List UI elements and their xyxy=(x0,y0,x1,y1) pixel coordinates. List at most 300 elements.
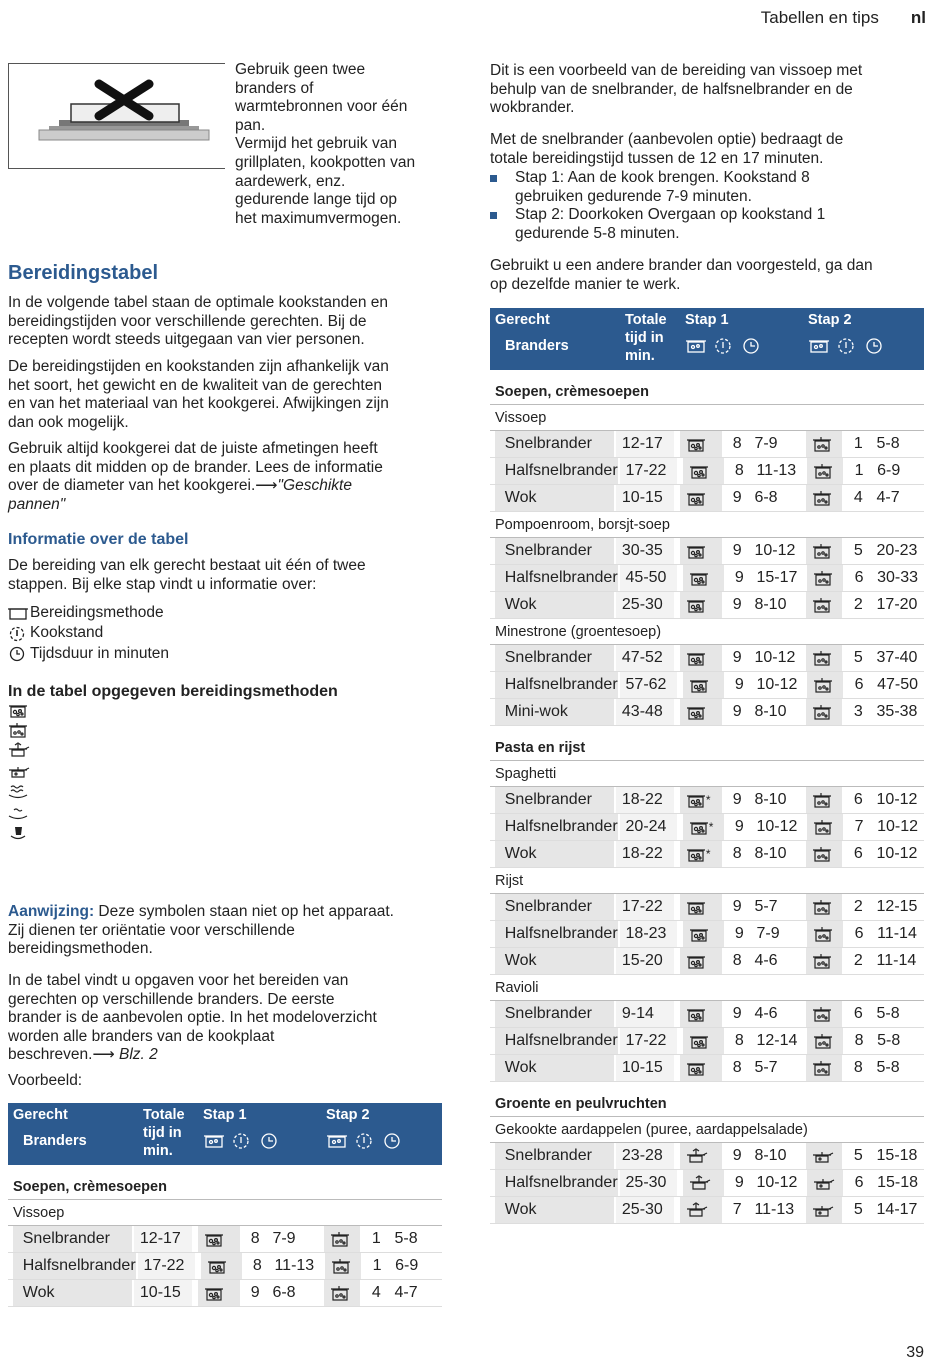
step2-time-cell: 10-12 xyxy=(877,818,919,835)
step2-method-icon xyxy=(813,463,835,480)
table-row xyxy=(490,645,924,672)
bullet-icon xyxy=(490,175,497,182)
step1-time-cell: 7-9 xyxy=(756,925,780,942)
step1-method-icon xyxy=(686,1202,708,1219)
text-line: het soort, het gewicht en de kwaliteit van de gerechten xyxy=(8,376,382,394)
text-line: bereidingstijden voor verschillende gerechten. Bij de xyxy=(8,312,367,330)
two-burners-crossed-icon xyxy=(9,64,225,168)
text-line: Gebruik geen twee xyxy=(235,61,366,78)
table-subsection: Pompoenroom, borsjt-soep xyxy=(490,512,924,538)
info-title: Informatie over de tabel xyxy=(8,531,189,548)
total-time-cell: 23-28 xyxy=(616,1143,674,1169)
burner-cell: Wok xyxy=(495,485,614,511)
step2-method-icon xyxy=(330,1285,352,1302)
step1-method-icon xyxy=(689,1033,711,1050)
variation-paragraph xyxy=(8,358,448,432)
step1-method-icon xyxy=(689,819,711,836)
step1-method-icon xyxy=(204,1285,226,1302)
header-stap1: Stap 1 xyxy=(203,1107,247,1123)
step2-time-cell: 14-17 xyxy=(876,1201,918,1218)
step2-method-icon xyxy=(331,1258,353,1275)
step2-time-cell: 5-8 xyxy=(876,1059,900,1076)
text-line: gerechten op verschillende branders. De eerste xyxy=(8,990,335,1008)
burner-cell: Halfsnelbrander xyxy=(13,1253,136,1279)
step2-time-cell: 35-38 xyxy=(876,703,918,720)
other-burner-paragraph xyxy=(490,257,930,294)
table-row xyxy=(490,1170,924,1197)
page-title: Bereidingstabel xyxy=(8,262,159,284)
step1-level-cell: 8 xyxy=(734,462,744,479)
step2-time-cell: 17-20 xyxy=(876,596,918,613)
step2-level-cell: 6 xyxy=(853,1005,863,1022)
step1-time-cell: 10-12 xyxy=(754,649,796,666)
burners-paragraph xyxy=(8,972,448,1065)
step1-method-icon xyxy=(204,1231,226,1248)
step1-method-icon xyxy=(686,650,708,667)
step1-level-cell: 8 xyxy=(732,952,742,969)
burner-cell: Snelbrander xyxy=(495,1143,614,1169)
info-list xyxy=(8,603,169,664)
melt-icon xyxy=(8,824,30,841)
step1-time-cell: 4-6 xyxy=(754,952,778,969)
table-row xyxy=(8,1253,442,1280)
step2-method-icon xyxy=(813,1033,835,1050)
text-line: Vermijd het gebruik van xyxy=(235,135,397,153)
step1-level-cell: 8 xyxy=(732,435,742,452)
table-subsection: Spaghetti xyxy=(490,761,924,787)
step2-method-icon xyxy=(812,1202,834,1219)
table-row xyxy=(490,592,924,619)
step2-method-icon xyxy=(812,846,834,863)
pot-icon xyxy=(8,605,28,621)
step1-level-cell: 9 xyxy=(734,569,744,586)
text-line: Gebruikt u een andere brander dan voorgesteld, ga dan xyxy=(490,257,873,274)
step2-level-cell: 4 xyxy=(853,489,863,506)
step2-level-cell: 1 xyxy=(371,1230,381,1247)
step2-level-cell: 1 xyxy=(854,462,864,479)
step2-time-cell: 4-7 xyxy=(394,1284,418,1301)
step-icons xyxy=(326,1130,402,1150)
text-line: gebruiken gedurende 7-9 minuten. xyxy=(515,187,752,205)
cooking-table xyxy=(490,308,924,1224)
table-header xyxy=(490,308,924,370)
step2-time-cell: 6-9 xyxy=(877,462,901,479)
text-line: stappen. Bij elke stap vindt u informatie over: xyxy=(8,575,317,593)
total-time-cell: 17-22 xyxy=(620,1028,678,1054)
step1-level-cell: 9 xyxy=(732,596,742,613)
text-line: recepten wordt steeds uitgegaan van vier personen. xyxy=(8,331,365,349)
text-line: gedurende 5-8 minuten. xyxy=(515,224,680,242)
step1-level-cell: 9 xyxy=(734,925,744,942)
burner-cell: Snelbrander xyxy=(495,538,614,564)
table-row xyxy=(490,1197,924,1224)
step1-level-cell: 9 xyxy=(734,676,744,693)
burner-cell: Wok xyxy=(495,592,614,618)
table-section: Pasta en rijst xyxy=(490,726,924,761)
burner-cell: Wok xyxy=(13,1280,132,1306)
bullet-step-2 xyxy=(490,206,930,243)
header-stap2: Stap 2 xyxy=(808,312,852,328)
step2-method-icon xyxy=(812,792,834,809)
total-time-cell: 18-22 xyxy=(616,841,674,867)
text-line: en van het materiaal van het kookgerei. Afwijkingen zijn xyxy=(8,395,389,413)
step1-method-icon xyxy=(689,570,711,587)
text-line: behulp van de snelbrander, de halfsnelbrander en de xyxy=(490,80,853,98)
step2-method-icon xyxy=(812,1060,834,1077)
page-header xyxy=(761,8,926,28)
methods-list xyxy=(8,700,52,884)
table-row xyxy=(490,814,924,841)
step1-method-icon xyxy=(686,899,708,916)
step1-level-cell: 8 xyxy=(732,845,742,862)
table-row xyxy=(8,1280,442,1307)
step-icons xyxy=(808,335,884,355)
total-time-cell: 15-20 xyxy=(616,948,674,974)
step1-method-icon xyxy=(686,597,708,614)
step2-level-cell: 6 xyxy=(853,845,863,862)
step1-method-icon xyxy=(686,704,708,721)
step1-level-cell: 9 xyxy=(250,1284,260,1301)
step2-time-cell: 37-40 xyxy=(876,649,918,666)
text-line: aardewerk, enz. xyxy=(235,172,346,190)
step2-level-cell: 3 xyxy=(853,703,863,720)
clock-icon xyxy=(8,646,28,662)
total-time-cell: 17-22 xyxy=(138,1253,196,1279)
step2-level-cell: 2 xyxy=(853,898,863,915)
total-time-cell: 47-52 xyxy=(616,645,674,671)
step2-method-icon xyxy=(812,704,834,721)
step1-level-cell: 9 xyxy=(732,1005,742,1022)
table-row xyxy=(490,1001,924,1028)
total-time-cell: 43-48 xyxy=(616,699,674,725)
table-section: Soepen, crèmesoepen xyxy=(8,1165,442,1200)
table-row xyxy=(490,485,924,512)
step2-time-cell: 47-50 xyxy=(877,676,919,693)
info-item-level: Kookstand xyxy=(30,624,104,642)
info-paragraph xyxy=(8,557,448,594)
step1-time-cell: 6-8 xyxy=(272,1284,296,1301)
step2-time-cell: 4-7 xyxy=(876,489,900,506)
table-row xyxy=(490,1055,924,1082)
step2-level-cell: 5 xyxy=(853,1147,863,1164)
table-subsection: Rijst xyxy=(490,868,924,894)
step2-method-icon xyxy=(812,1006,834,1023)
step2-level-cell: 2 xyxy=(853,596,863,613)
step2-time-cell: 5-8 xyxy=(876,435,900,452)
text-line: In de tabel vindt u opgaven voor het bereiden van xyxy=(8,972,349,989)
step1-method-icon xyxy=(686,490,708,507)
step1-method-icon xyxy=(686,953,708,970)
step2-level-cell: 7 xyxy=(854,818,864,835)
step2-method-icon xyxy=(812,650,834,667)
method-item xyxy=(8,863,52,883)
arrow-icon: ⟶ xyxy=(92,1046,119,1064)
step1-level-cell: 8 xyxy=(250,1230,260,1247)
step2-level-cell: 6 xyxy=(854,569,864,586)
step2-level-cell: 1 xyxy=(853,435,863,452)
burner-cell: Mini-wok xyxy=(495,699,614,725)
step2-level-cell: 5 xyxy=(853,1201,863,1218)
example-table xyxy=(8,1103,442,1307)
total-time-cell: 45-50 xyxy=(620,565,678,591)
text-line: Stap 1: Aan de kook brengen. Kookstand 8 xyxy=(515,169,810,186)
burner-cell: Wok xyxy=(495,948,614,974)
text-line: totale bereidingstijd tussen de 12 en 17 minuten. xyxy=(490,149,824,167)
link-page-2[interactable]: Blz. 2 xyxy=(118,1046,158,1064)
link-geschikte-pannen[interactable]: "Geschikte pannen" xyxy=(8,477,352,513)
header-totale: Totale tijd in min. xyxy=(143,1107,185,1159)
step2-method-icon xyxy=(812,490,834,507)
step1-time-cell: 11-13 xyxy=(756,462,797,479)
step2-level-cell: 6 xyxy=(853,791,863,808)
text-line: pan. xyxy=(235,116,266,134)
total-time-cell: 10-15 xyxy=(616,1055,674,1081)
header-gerecht: Gerecht xyxy=(13,1107,68,1123)
boil-pot-icon xyxy=(8,702,30,719)
step2-method-icon xyxy=(812,953,834,970)
text-line: wokbrander. xyxy=(490,99,575,117)
total-time-cell: 25-30 xyxy=(620,1170,678,1196)
table-section: Groente en peulvruchten xyxy=(490,1082,924,1117)
burner-cell: Halfsnelbrander xyxy=(495,565,618,591)
burner-cell: Wok xyxy=(495,1055,614,1081)
table-subsection: Ravioli xyxy=(490,975,924,1001)
note-paragraph xyxy=(8,903,448,959)
method-item xyxy=(8,843,52,863)
table-subsection: Gekookte aardappelen (puree, aardappelsalade) xyxy=(490,1117,924,1143)
total-time-cell: 12-17 xyxy=(134,1226,192,1252)
burner-cell: Halfsnelbrander xyxy=(495,921,618,947)
step2-level-cell: 8 xyxy=(853,1059,863,1076)
step2-level-cell: 5 xyxy=(853,649,863,666)
cookware-paragraph xyxy=(8,440,448,514)
step1-level-cell: 8 xyxy=(734,1032,744,1049)
text-line: het maximumvermogen. xyxy=(235,209,402,227)
step1-time-cell: 5-7 xyxy=(754,898,778,915)
step2-level-cell: 6 xyxy=(854,1174,864,1191)
total-time-cell: 18-23 xyxy=(620,921,678,947)
table-row xyxy=(8,1226,442,1253)
step2-method-icon xyxy=(813,926,835,943)
table-row xyxy=(490,1028,924,1055)
step1-method-icon xyxy=(686,436,708,453)
step1-time-cell: 8-10 xyxy=(754,596,787,613)
text-line: Stap 2: Doorkoken Overgaan op kookstand 1 xyxy=(515,206,826,223)
step2-time-cell: 6-9 xyxy=(395,1257,419,1274)
simmer-pot-icon xyxy=(8,722,30,739)
text-line: worden alle branders van de kookplaat xyxy=(8,1027,275,1045)
table-row xyxy=(490,921,924,948)
total-time-cell: 12-17 xyxy=(616,431,674,457)
intro-paragraph xyxy=(8,294,448,350)
step2-time-cell: 15-18 xyxy=(877,1174,919,1191)
page-number: 39 xyxy=(906,1344,924,1361)
total-time-cell: 20-24 xyxy=(620,814,678,840)
step2-time-cell: 15-18 xyxy=(876,1147,918,1164)
step2-level-cell: 6 xyxy=(854,925,864,942)
step1-time-cell: 8-10 xyxy=(754,791,787,808)
text-line: De bereidingstijden en kookstanden zijn afhankelijk van xyxy=(8,358,389,375)
no-lid-mark: * xyxy=(708,820,714,834)
step2-method-icon xyxy=(812,436,834,453)
step1-method-icon xyxy=(686,846,708,863)
step2-method-icon xyxy=(812,1148,834,1165)
table-section: Soepen, crèmesoepen xyxy=(490,370,924,405)
step2-level-cell: 8 xyxy=(854,1032,864,1049)
text-line: en plaats dit midden op de brander. Lees de informatie xyxy=(8,458,383,476)
step-icons xyxy=(685,335,761,355)
step2-method-icon xyxy=(813,677,835,694)
burner-cell: Halfsnelbrander xyxy=(495,1170,618,1196)
bullet-icon xyxy=(490,212,497,219)
pressure-cooker-keep-icon xyxy=(8,763,30,780)
bullet-step-1 xyxy=(490,169,930,206)
total-time-paragraph xyxy=(490,131,930,168)
step1-time-cell: 15-17 xyxy=(756,569,798,586)
knob-icon xyxy=(8,626,28,642)
text-line: op dezelfde manier te werk. xyxy=(490,275,681,293)
table-row xyxy=(490,565,924,592)
total-time-cell: 25-30 xyxy=(616,592,674,618)
step1-level-cell: 8 xyxy=(732,1059,742,1076)
step1-method-icon xyxy=(686,792,708,809)
table-subsection: Minestrone (groentesoep) xyxy=(490,619,924,645)
table-row xyxy=(490,1143,924,1170)
table-row xyxy=(490,538,924,565)
total-time-cell: 10-15 xyxy=(134,1280,192,1306)
step2-level-cell: 1 xyxy=(372,1257,382,1274)
step2-level-cell: 5 xyxy=(853,542,863,559)
step1-level-cell: 9 xyxy=(732,791,742,808)
step1-time-cell: 8-10 xyxy=(754,703,787,720)
step1-method-icon xyxy=(689,926,711,943)
header-branders: Branders xyxy=(23,1133,87,1149)
text-line: warmtebronnen voor één xyxy=(235,98,408,116)
burner-cell: Halfsnelbrander xyxy=(495,672,618,698)
step1-level-cell: 9 xyxy=(732,1147,742,1164)
step1-time-cell: 10-12 xyxy=(754,542,796,559)
info-item-method: Bereidingsmethode xyxy=(30,604,164,621)
burner-cell: Halfsnelbrander xyxy=(495,814,618,840)
total-time-cell: 9-14 xyxy=(616,1001,674,1027)
header-gerecht: Gerecht xyxy=(495,312,550,328)
warning-illustration xyxy=(8,63,225,169)
step-icons xyxy=(203,1130,279,1150)
fry-light-icon xyxy=(8,804,30,821)
burner-cell: Snelbrander xyxy=(495,431,614,457)
step1-time-cell: 12-14 xyxy=(756,1032,798,1049)
burner-cell: Halfsnelbrander xyxy=(495,458,618,484)
table-row xyxy=(490,431,924,458)
step2-time-cell: 10-12 xyxy=(876,845,918,862)
section-title: Tabellen en tips xyxy=(760,8,879,27)
text-line: Dit is een voorbeeld van de bereiding van vissoep met xyxy=(490,62,863,79)
no-lid-mark: * xyxy=(705,847,711,861)
step2-time-cell: 10-12 xyxy=(876,791,918,808)
step1-time-cell: 6-8 xyxy=(754,489,778,506)
info-item-time: Tijdsduur in minuten xyxy=(30,644,169,662)
total-time-cell: 10-15 xyxy=(616,485,674,511)
header-branders: Branders xyxy=(505,338,569,354)
step1-method-icon xyxy=(689,1175,711,1192)
burner-cell: Snelbrander xyxy=(13,1226,132,1252)
total-time-cell: 25-30 xyxy=(616,1197,674,1223)
step2-level-cell: 6 xyxy=(854,676,864,693)
header-stap2: Stap 2 xyxy=(326,1107,370,1123)
total-time-cell: 17-22 xyxy=(616,894,674,920)
step1-method-icon xyxy=(686,1006,708,1023)
burner-cell: Snelbrander xyxy=(495,1001,614,1027)
step2-time-cell: 20-23 xyxy=(876,542,918,559)
header-totale: Totale tijd in min. xyxy=(625,312,667,364)
method-item xyxy=(8,741,52,761)
table-row xyxy=(490,672,924,699)
pressure-cooker-build-icon xyxy=(8,742,30,759)
step1-level-cell: 9 xyxy=(732,649,742,666)
step1-level-cell: 7 xyxy=(732,1201,742,1218)
fry-hard-icon xyxy=(8,783,30,800)
table-subsection: Vissoep xyxy=(8,1200,442,1226)
step1-method-icon xyxy=(207,1258,229,1275)
total-time-cell: 57-62 xyxy=(620,672,678,698)
step1-time-cell: 5-7 xyxy=(754,1059,778,1076)
step1-level-cell: 8 xyxy=(252,1257,262,1274)
text-line: Met de snelbrander (aanbevolen optie) bedraagt de xyxy=(490,131,844,148)
table-row xyxy=(490,948,924,975)
table-row xyxy=(490,841,924,868)
methods-title: In de tabel opgegeven bereidingsmethoden xyxy=(8,683,338,700)
step1-time-cell: 4-6 xyxy=(754,1005,778,1022)
text-line: De bereiding van elk gerecht bestaat uit één of twee xyxy=(8,557,366,574)
table-subsection: Vissoep xyxy=(490,405,924,431)
arrow-icon: ⟶ xyxy=(255,477,278,495)
step1-time-cell: 10-12 xyxy=(756,676,798,693)
step2-method-icon xyxy=(812,543,834,560)
step1-time-cell: 11-13 xyxy=(754,1201,795,1218)
step2-method-icon xyxy=(812,597,834,614)
text-line: In de volgende tabel staan de optimale kookstanden en xyxy=(8,294,389,311)
step1-level-cell: 9 xyxy=(732,898,742,915)
step1-method-icon xyxy=(689,677,711,694)
total-time-cell: 17-22 xyxy=(620,458,678,484)
method-item xyxy=(8,782,52,802)
step2-level-cell: 4 xyxy=(371,1284,381,1301)
step2-time-cell: 5-8 xyxy=(394,1230,418,1247)
text-line: gedurende lange tijd op xyxy=(235,191,398,209)
table-row xyxy=(490,894,924,921)
header-stap1: Stap 1 xyxy=(685,312,729,328)
step2-method-icon xyxy=(813,570,835,587)
example-label: Voorbeeld: xyxy=(8,1072,83,1089)
method-item xyxy=(8,700,52,720)
step2-method-icon xyxy=(330,1231,352,1248)
step2-time-cell: 12-15 xyxy=(876,898,918,915)
step2-time-cell: 11-14 xyxy=(877,925,917,942)
burner-cell: Wok xyxy=(495,841,614,867)
step1-level-cell: 9 xyxy=(732,542,742,559)
burner-cell: Snelbrander xyxy=(495,645,614,671)
language-code: nl xyxy=(910,8,926,27)
text-line: grillplaten, kookpotten van xyxy=(235,153,416,171)
step1-time-cell: 7-9 xyxy=(754,435,778,452)
text-line: Deze symbolen staan niet op het apparaat. xyxy=(98,903,394,920)
text-line: brander is de aanbevolen optie. In het modeloverzicht xyxy=(8,1009,377,1027)
step1-time-cell: 10-12 xyxy=(756,818,798,835)
total-time-cell: 30-35 xyxy=(616,538,674,564)
step2-method-icon xyxy=(812,899,834,916)
step1-time-cell: 8-10 xyxy=(754,1147,787,1164)
method-item xyxy=(8,761,52,781)
